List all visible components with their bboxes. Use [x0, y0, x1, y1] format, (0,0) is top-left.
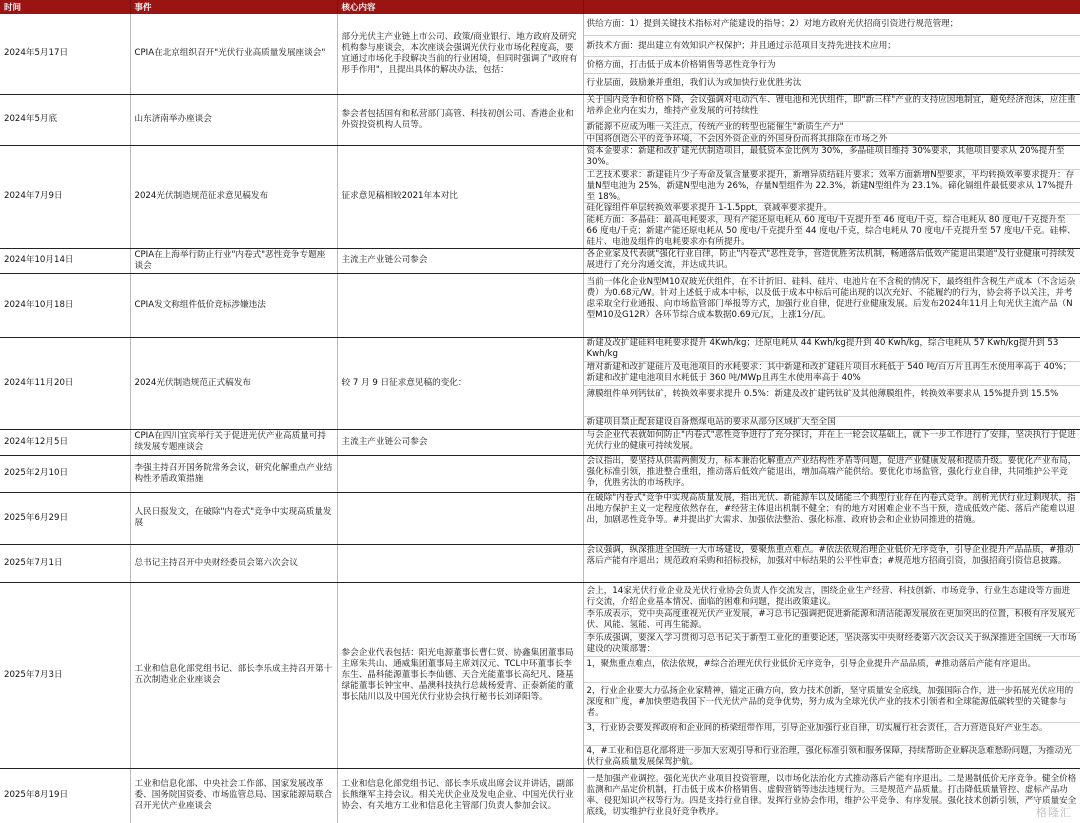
row-details — [583, 455, 1080, 492]
table-row — [0, 248, 1080, 273]
row-core: 较 7 月 9 日征求意见稿的变化： — [337, 337, 583, 429]
row-date: 2025年7月3日 — [0, 582, 130, 768]
table-row — [0, 544, 1080, 582]
row-event: CPIA在四川宜宾举行关于促进光伏产业高质量可持续发展专题座谈会 — [130, 429, 337, 455]
row-date: 2024年12月5日 — [0, 429, 130, 455]
table-row — [0, 429, 1080, 455]
row-date: 2024年5月底 — [0, 94, 130, 145]
row-details — [583, 429, 1080, 455]
detail-item: 2，行业企业要大力弘扬企业家精神，锚定正确方向，致力技术创新，坚守质量安全底线，加强国际合作，进一步拓展光伏应用的深度和广度，#加快塑造我国下一代光伏产品的竞争优势，努力成为全球光伏产业的技术引领者和全球能源低碳转型的关键参与者。 — [584, 683, 1080, 723]
detail-item: 与会企业代表就如何防止"内卷式"恶性竞争进行了充分探讨，并在上一轮会议基础上，就下一步工作进行了安排，坚决执行于促进光伏行业的健康可持续发展。 — [586, 429, 1076, 451]
detail-item: 增对新建和改扩建硅片及电池项目的水耗要求：其中新建和改扩建硅片项目水耗低于 540 吨/百万片且再生水使用率高于 40%；新建和改扩建电池项目水耗低于 360 吨/MWp且再生水使用率高于 40% — [584, 362, 1080, 386]
row-core: 主流主产业链公司参会 — [337, 429, 583, 455]
detail-item: 1，聚焦重点难点，依法依规，#综合治理光伏行业低价无序竞争，引导企业提升产品品质，#推动落后产能有序退出。 — [584, 657, 1080, 683]
header-detail — [583, 0, 1080, 14]
detail-item: 价格方面，打击低于成本价格销售等恶性竞争行为 — [584, 57, 1080, 74]
table-row — [0, 492, 1080, 544]
row-event: CPIA在上海举行防止行业"内卷式"恶性竞争专题座谈会 — [130, 248, 337, 273]
detail-item: 新建及改扩建硅料电耗要求提升 4Kwh/kg；还原电耗从 44 Kwh/kg提升到 40 Kwh/kg，综合电耗从 57 Kwh/kg提升到 53 Kwh/kg — [584, 338, 1080, 362]
row-event: 2024光伏制造规范征求意见稿发布 — [130, 145, 337, 248]
detail-item: 会上，14家光伏行业企业及光伏行业协会负责人作交流发言，围绕企业生产经营、科技创新、市场竞争、行业生态建设等方面进行交流，介绍企业基本情况、面临的困难和问题，提出政策建议。 — [584, 583, 1080, 609]
header-core: 核心内容 — [337, 0, 583, 14]
detail-item: 资本金要求：新建和改扩建光伏制造项目，最低资本金比例为 30%，多晶硅项目维持 30%要求，其他项目要求从 20%提升至 30%。 — [584, 146, 1080, 170]
row-date: 2024年10月14日 — [0, 248, 130, 273]
detail-item: 会议指出，要坚持从供需两侧发力，标本兼治化解重点产业结构性矛盾等问题，促进产业健康发展和提质升级。要优化产业布局，强化标准引领，推进整合重组，推动落后低效产能退出，增加高端产能供给。要优化市场监管，强化行业自律，共同维护公平竞争，优胜劣汰的市场秩序。 — [586, 455, 1077, 488]
detail-item: 供给方面：1）提到关键技术指标对产能建设的指导；2）对地方政府光伏招商引资进行规范管理； — [584, 14, 1080, 36]
table-row — [0, 582, 1080, 768]
row-core — [337, 455, 583, 492]
detail-item: 工艺技术要求：新建硅片少子寿命及氧含量要求提升，新增异质结硅片要求；效率方面新增N型要求，平均转换效率要求提升：存量N型电池为 25%，新建N型电池为 26%，存量N型组件为 22.3%，新建N型组件为 23.1%。碲化镉组件最低要求从 17%提升至 18%。 — [584, 170, 1080, 203]
row-date: 2024年5月17日 — [0, 14, 130, 94]
row-core: 征求意见稿相较2021年本对比 — [337, 145, 583, 248]
table-row — [0, 337, 1080, 429]
row-date: 2025年7月1日 — [0, 544, 130, 582]
row-core — [337, 544, 583, 582]
row-event: 山东济南举办座谈会 — [130, 94, 337, 145]
detail-item: 薄膜组件单列钙钛矿，转换效率要求提升 0.5%：新建及改扩建钙钛矿及其他薄膜组件，转换效率要求从 15%提升到 15.5% — [584, 386, 1080, 417]
header-date: 时间 — [0, 0, 130, 14]
row-event: 李强主持召开国务院常务会议，研究化解重点产业结构性矛盾政策措施 — [130, 455, 337, 492]
detail-item: 各企业家及代表就"强化行业自律，防止"内卷式"恶性竞争，营造优胜劣汰机制，畅通落后低效产能退出渠道"及行业健康可持续发展进行了充分沟通交流，并达成共识。 — [586, 248, 1075, 270]
row-event: 工业和信息化部、中央社会工作部、国家发展改革委、国务院国资委、市场监管总局、国家能源局联合召开光伏产业座谈会 — [130, 768, 337, 823]
row-details — [583, 94, 1080, 145]
table-row — [0, 273, 1080, 337]
table-row — [0, 94, 1080, 145]
row-event: CPIA在北京组织召开"光伏行业高质量发展座谈会" — [130, 14, 337, 94]
detail-item: 一是加强产业调控。强化光伏产业项目投资管理，以市场化法治化方式推动落后产能有序退出。二是遏制低价无序竞争。健全价格监测和产品定价机制，打击低于成本价格销售、虚假营销等违法违规行为。三是规范产品质量。打击降低质量管控、虚标产品功率、侵犯知识产权等行为。四是支持行业自律。发挥行业协会作用，维护公平竞争、有序发展。强化技术创新引领，严守质量安全底线，切实维护行业良好竞争秩序。 — [586, 773, 1077, 817]
detail-item: 4，#工业和信息化部将进一步加大宏观引导和行业治理，强化标准引领和服务保障，持续帮助企业解决急难愁盼问题，为推动光伏行业高质量发展保驾护航。 — [586, 745, 1072, 767]
table-header — [0, 0, 1080, 14]
table-row — [0, 145, 1080, 248]
detail-item: 新建项目禁止配套建设自备燃煤电站的要求从部分区域扩大至全国 — [586, 416, 836, 427]
row-event: 工业和信息化部党组书记、部长李乐成主持召开第十五次制造业企业座谈会 — [130, 582, 337, 768]
row-core: 参会者包括国有和私营部门高管、科技初创公司、香港企业和外资投资机构人员等。 — [337, 94, 583, 145]
row-core: 参会企业代表包括：阳光电源董事长曹仁贤、协鑫集团董事局主席朱共山、通威集团董事局主席刘汉元、TCL中环董事长李东生、晶科能源董事长李仙德、天合光能董事长高纪凡、隆基绿能董事长钟宝申、晶澳科技执行总裁杨爱青、正泰新能的董事长陆川以及中国光伏行业协会执行秘书长刘译阳等。 — [337, 582, 583, 768]
header-event: 事件 — [130, 0, 337, 14]
row-core: 工业和信息化部党组书记、部长李乐成出席会议并讲话，副部长熊继军主持会议。相关光伏企业及发电企业、中国光伏行业协会、有关地方工业和信息化主管部门负责人参加会议。 — [337, 768, 583, 823]
row-details — [583, 544, 1080, 582]
detail-item: 能耗方面：多晶硅：最高电耗要求，现有产能还原电耗从 60 度电/千克提升至 46 度电/千克，综合电耗从 80 度电/千克提升至 66 度电/千克；新建产能还原电耗从 50 度电/千克提升至 44 度电/千克，综合电耗从 70 度电/千克提升至 57 度电/千克。硅棒、硅片、电池及组件的电耗要求亦有所提升。 — [586, 214, 1076, 247]
row-core — [337, 492, 583, 544]
row-details — [583, 337, 1080, 429]
row-details — [583, 768, 1080, 823]
table-row — [0, 14, 1080, 94]
detail-item: 李乐成表示，党中央高度重视光伏产业发展，#习总书记强调把促进新能源和清洁能源发展放在更加突出的位置，积极有序发展光伏、风能、氢能、可再生能源。 — [584, 609, 1080, 633]
detail-item: 会议强调，纵深推进全国统一大市场建设，要聚焦重点难点。#依法依规治理企业低价无序竞争，引导企业提升产品品质，#推动落后产能有序退出；规范政府采购和招标投标，加强对中标结果的公平性审查；#规范地方招商引资，加强招商引资信息披露。 — [586, 544, 1074, 566]
row-date: 2025年2月10日 — [0, 455, 130, 492]
row-event: 2024光伏制造规范正式稿发布 — [130, 337, 337, 429]
detail-item: 新技术方面：提出建立有效知识产权保护；并且通过示范项目支持先进技术应用； — [584, 36, 1080, 57]
row-date: 2024年10月18日 — [0, 273, 130, 337]
detail-item: 硅化镓组件单层转换效率要求提升 1-1.5ppt，衰减率要求提升。 — [584, 203, 1080, 215]
detail-item: 中国将创造公平的竞争环境，不会因外资企业的外国身份而将其排除在市场之外 — [586, 133, 888, 144]
row-event: 总书记主持召开中央财经委员会第六次会议 — [130, 544, 337, 582]
row-details — [583, 14, 1080, 94]
row-date: 2024年11月20日 — [0, 337, 130, 429]
detail-item: 新能源不应成为唯一关注点，传统产业的转型也能催生"新质生产力" — [584, 122, 1080, 134]
table-row — [0, 455, 1080, 492]
detail-item: 关于国内竞争和价格下降，会议强调对电动汽车、锂电池和光伏组件，即"新三样"产业的支持应因地制宜，避免经济泡沫，应注重培养企业内在实力，维持产业发展的可持续性 — [584, 95, 1080, 122]
row-details — [583, 145, 1080, 248]
row-core: 部分光伏主产业链上市公司、政策/商业银行、地方政府及研究机构参与座谈会，本次座谈会强调光伏行业市场化程度高，要宜通过市场化手段解决当前的行业困境，但同时强调了"政府有形手作用"，且提出具体的解决办法，包括： — [337, 14, 583, 94]
row-details — [583, 248, 1080, 273]
row-date: 2025年6月29日 — [0, 492, 130, 544]
row-details — [583, 273, 1080, 337]
detail-item: 行业层面，鼓励兼并重组，我们认为或加快行业优胜劣汰 — [586, 78, 802, 88]
row-core: 主流主产业链公司参会 — [337, 248, 583, 273]
row-date: 2024年7月9日 — [0, 145, 130, 248]
detail-item: 当前一体化企业N型M10双玻光伏组件，在不计折旧、硅料、硅片、电池片在不含税的情况下，最终组件含税生产成本（不含运杂费）为0.68元/W。针对上述低于成本中标，以及低于成本中标后可能出现的以次充好、不能履约的行为，协会将予以关注，并考虑采取全行业通报、向市场监管部门举报等方式，加强行业自律，促进行业健康发展。后发布2024年11月上旬光伏主流产品（N型M10及G12R）各环节综合成本数据0.69元/瓦，上涨1分/瓦。 — [586, 276, 1076, 320]
detail-item: 3，行业协会要发挥政府和企业间的桥梁纽带作用，引导企业加强行业自律，切实履行社会责任，合力营造良好产业生态。 — [584, 723, 1080, 746]
row-event: CPIA发文称组件低价竞标涉嫌违法 — [130, 273, 337, 337]
row-core — [337, 273, 583, 337]
watermark: 格隆汇 — [1036, 806, 1072, 819]
detail-item: 在破除"内卷式"竞争中实现高质量发展，指出光伏、新能源车以及储能三个典型行业存在内卷式竞争。剖析光伏行业过剩现状，指出地方保护主义一定程度依然存在，#经营主体退出机制不健全；有的地方对困难企业不当干预，造成低效产能、落后产能难以退出，加剧恶性竞争等。#并提出扩大需求、加强依法整治、强化标准、政府协会和企业协同推进的措施。 — [586, 492, 1076, 525]
row-details — [583, 582, 1080, 768]
detail-item: 李乐成强调，要深入学习贯彻习总书记关于新型工业化的重要论述，坚决落实中央财经委第六次会议关于纵深推进全国统一大市场建设的决策部署： — [584, 633, 1080, 657]
row-details — [583, 492, 1080, 544]
row-date: 2025年8月19日 — [0, 768, 130, 823]
row-event: 人民日报发文，在破除"内卷式"竞争中实现高质量发展 — [130, 492, 337, 544]
table-row — [0, 768, 1080, 823]
